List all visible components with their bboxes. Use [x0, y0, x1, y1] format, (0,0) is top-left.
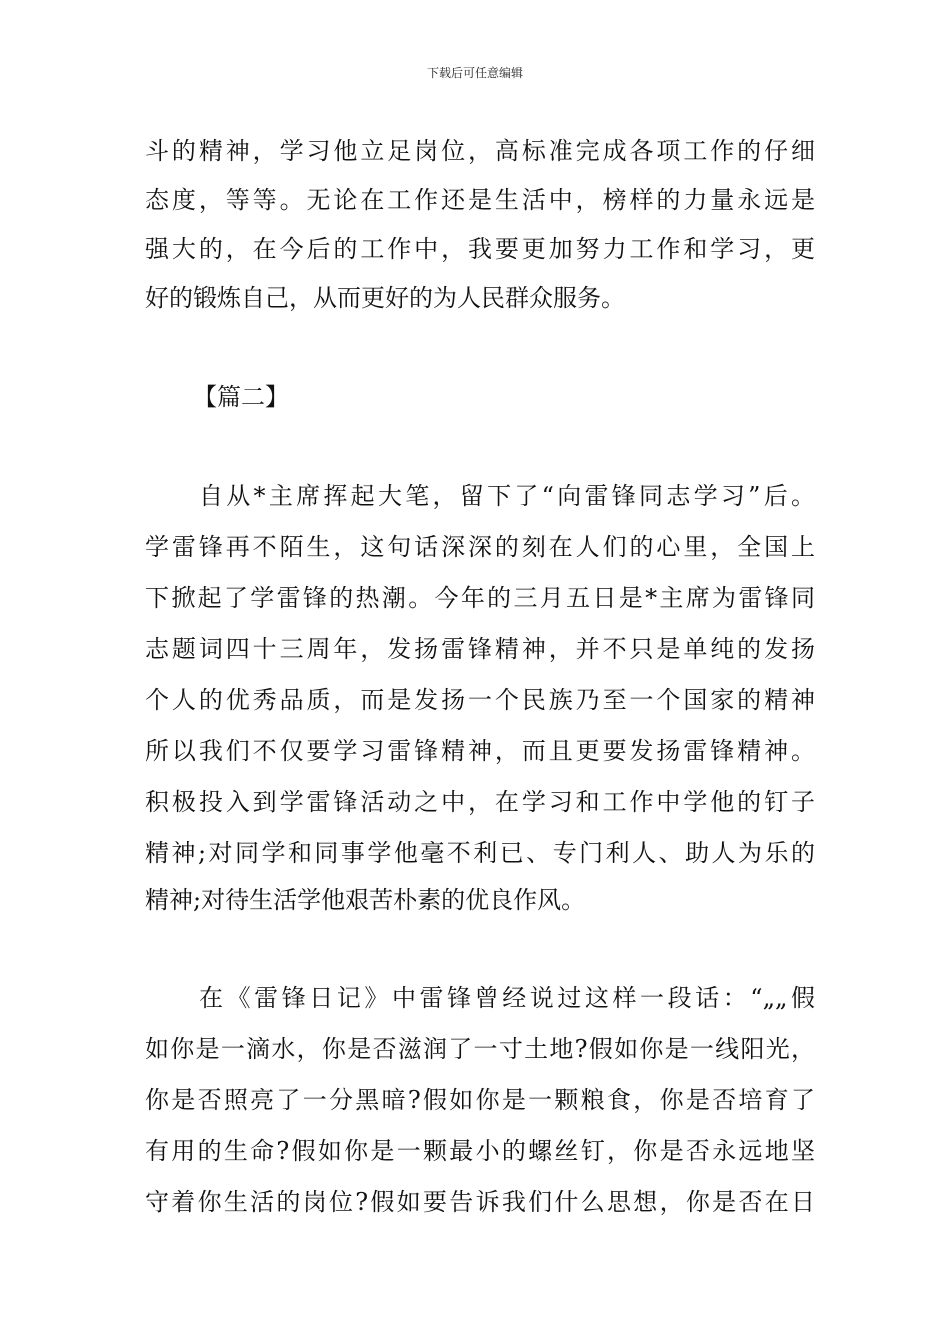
paragraph-1-line-1: 斗的精神，学习他立足岗位，高标准完成各项工作的仔细	[145, 137, 815, 165]
paragraph-2-line-4: 志题词四十三周年，发扬雷锋精神，并不只是单纯的发扬	[145, 635, 815, 663]
paragraph-3-line-5: 守着你生活的岗位?假如要告诉我们什么思想，你是否在日	[145, 1188, 815, 1216]
paragraph-2-line-5: 个人的优秀品质，而是发扬一个民族乃至一个国家的精神	[145, 686, 815, 714]
paragraph-2-line-8: 精神;对同学和同事学他毫不利已、专门利人、助人为乐的	[145, 839, 815, 867]
paragraph-2-line-6: 所以我们不仅要学习雷锋精神，而且更要发扬雷锋精神。	[145, 737, 815, 765]
paragraph-1-line-3: 强大的，在今后的工作中，我要更加努力工作和学习，更	[145, 235, 815, 263]
paragraph-2-line-3: 下掀起了学雷锋的热潮。今年的三月五日是*主席为雷锋同	[145, 584, 815, 612]
paragraph-2-line-9: 精神;对待生活学他艰苦朴素的优良作风。	[145, 886, 586, 914]
paragraph-2-line-2: 学雷锋再不陌生，这句话深深的刻在人们的心里，全国上	[145, 533, 815, 561]
paragraph-1-line-2: 态度，等等。无论在工作还是生活中，榜样的力量永远是	[145, 186, 815, 214]
paragraph-3-line-3: 你是否照亮了一分黑暗?假如你是一颗粮食，你是否培育了	[145, 1086, 815, 1114]
paragraph-3-line-2: 如你是一滴水，你是否滋润了一寸土地?假如你是一线阳光，	[145, 1035, 815, 1063]
paragraph-2-line-7: 积极投入到学雷锋活动之中，在学习和工作中学他的钉子	[145, 788, 815, 816]
paragraph-1-line-4: 好的锻炼自己，从而更好的为人民群众服务。	[145, 284, 625, 312]
paragraph-3-line-4: 有用的生命?假如你是一颗最小的螺丝钉，你是否永远地坚	[145, 1137, 815, 1165]
page-header-note: 下载后可任意编辑	[426, 66, 523, 80]
paragraph-3-line-1: 在《雷锋日记》中雷锋曾经说过这样一段话：“„„假	[199, 984, 815, 1012]
section-heading: 【篇二】	[193, 383, 289, 411]
paragraph-2-line-1: 自从*主席挥起大笔，留下了“向雷锋同志学习”后。	[199, 482, 815, 510]
